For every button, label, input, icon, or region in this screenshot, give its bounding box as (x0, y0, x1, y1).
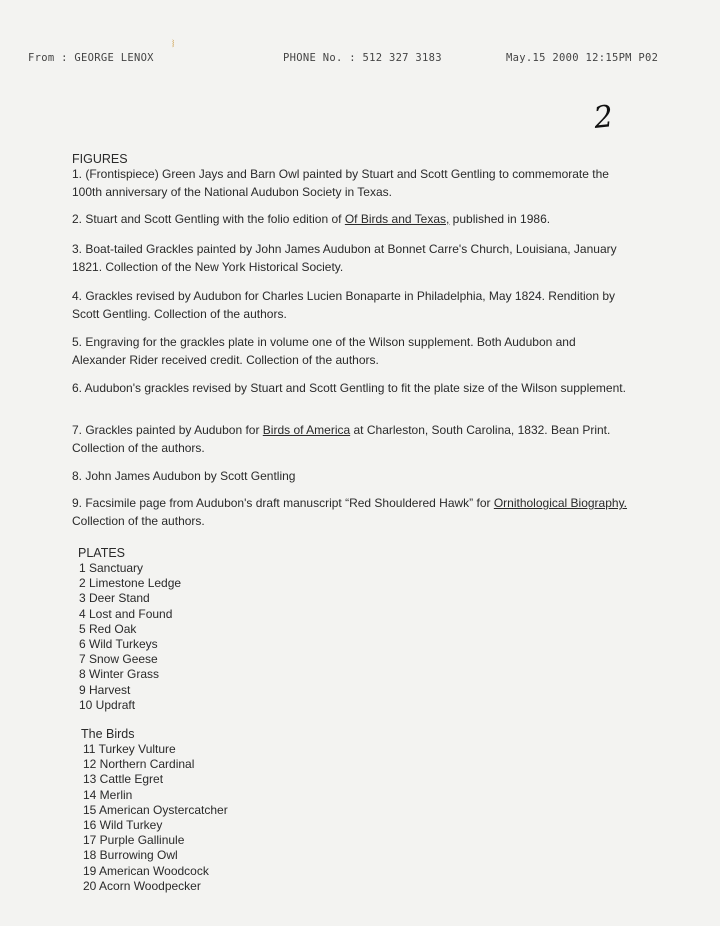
figure-text: Collection of the authors. (72, 496, 631, 528)
plate-item: 1 Sanctuary (79, 561, 144, 575)
bird-item: 13 Cattle Egret (83, 772, 164, 787)
plate-item: 9 Harvest (79, 682, 131, 697)
figure-item-4 (72, 287, 632, 323)
plate-item: 3 Deer Stand (79, 591, 150, 606)
figure-text: 5. Engraving for the grackles plate in volume one of the Wilson supplement. Both Audubon and Alexander Rider received credit. Collection of the authors. (72, 335, 579, 367)
figure-item-2 (72, 210, 632, 228)
plates-list (79, 561, 181, 713)
fax-from: From : GEORGE LENOX (28, 52, 154, 64)
underlined-title: Birds of America (262, 423, 351, 437)
bird-item: 18 Burrowing Owl (83, 848, 178, 863)
figure-text: 3. Boat-tailed Grackles painted by John James Audubon at Bonnet Carre's Church, Louisiana, January 1821. Collection of the New York Historical Society. (72, 242, 620, 274)
figure-item-6 (72, 379, 632, 397)
figure-text: 1. (Frontispiece) Green Jays and Barn Owl painted by Stuart and Scott Gentling to commemorate the 100th anniversary of the National Audubon Society in Texas. (72, 167, 613, 199)
birds-list (83, 742, 228, 894)
figure-text: 6. Audubon's grackles revised by Stuart and Scott Gentling to fit the plate size of the Wilson supplement. (72, 381, 626, 395)
figure-text: 2. Stuart and Scott Gentling with the folio edition of (72, 212, 345, 226)
fax-date: May.15 2000 12:15PM P02 (506, 52, 659, 64)
plate-item: 10 Updraft (79, 697, 136, 712)
figure-text: 7. Grackles painted by Audubon for (72, 423, 263, 437)
figure-text: 8. John James Audubon by Scott Gentling (72, 469, 296, 483)
figure-item-8 (72, 467, 632, 485)
plate-item: 8 Winter Grass (79, 667, 160, 682)
bird-item: 20 Acorn Woodpecker (83, 878, 201, 893)
bird-item: 19 American Woodcock (83, 863, 209, 878)
plate-item: 4 Lost and Found (79, 606, 173, 621)
fax-phone: PHONE No. : 512 327 3183 (283, 52, 442, 64)
figure-text: 9. Facsimile page from Audubon's draft manuscript “Red Shouldered Hawk” for (72, 496, 494, 510)
plate-item: 2 Limestone Ledge (79, 576, 182, 591)
figure-text: published in 1986. (449, 212, 551, 226)
bird-item: 15 American Oystercatcher (83, 802, 228, 817)
bird-item: 16 Wild Turkey (83, 817, 163, 832)
birds-heading: The Birds (81, 727, 135, 741)
bird-item: 12 Northern Cardinal (83, 757, 195, 772)
bird-item: 14 Merlin (83, 787, 133, 802)
figure-item-7 (72, 421, 632, 457)
plate-item: 5 Red Oak (79, 621, 137, 636)
figure-text: at Charleston, South Carolina, 1832. Bean Print. Collection of the authors. (72, 423, 614, 455)
plates-heading: PLATES (78, 546, 126, 560)
handwritten-page-number: 2 (592, 99, 615, 136)
figure-item-3 (72, 240, 632, 276)
plate-item: 7 Snow Geese (79, 652, 158, 667)
plate-item: 6 Wild Turkeys (79, 636, 158, 651)
figures-heading: FIGURES (72, 152, 128, 166)
underlined-title: Ornithological Biography. (493, 496, 628, 510)
figure-item-1 (72, 165, 632, 201)
underlined-title: Of Birds and Texas, (344, 212, 450, 226)
bird-item: 17 Purple Gallinule (83, 833, 185, 848)
figure-text: 4. Grackles revised by Audubon for Charles Lucien Bonaparte in Philadelphia, May 1824. Rendition by Scott Gentling. Collection of the authors. (72, 289, 619, 321)
bird-item: 11 Turkey Vulture (83, 742, 176, 756)
stray-mark: ⧘ (172, 38, 175, 50)
figure-item-5 (72, 333, 632, 369)
figure-item-9 (72, 494, 632, 530)
